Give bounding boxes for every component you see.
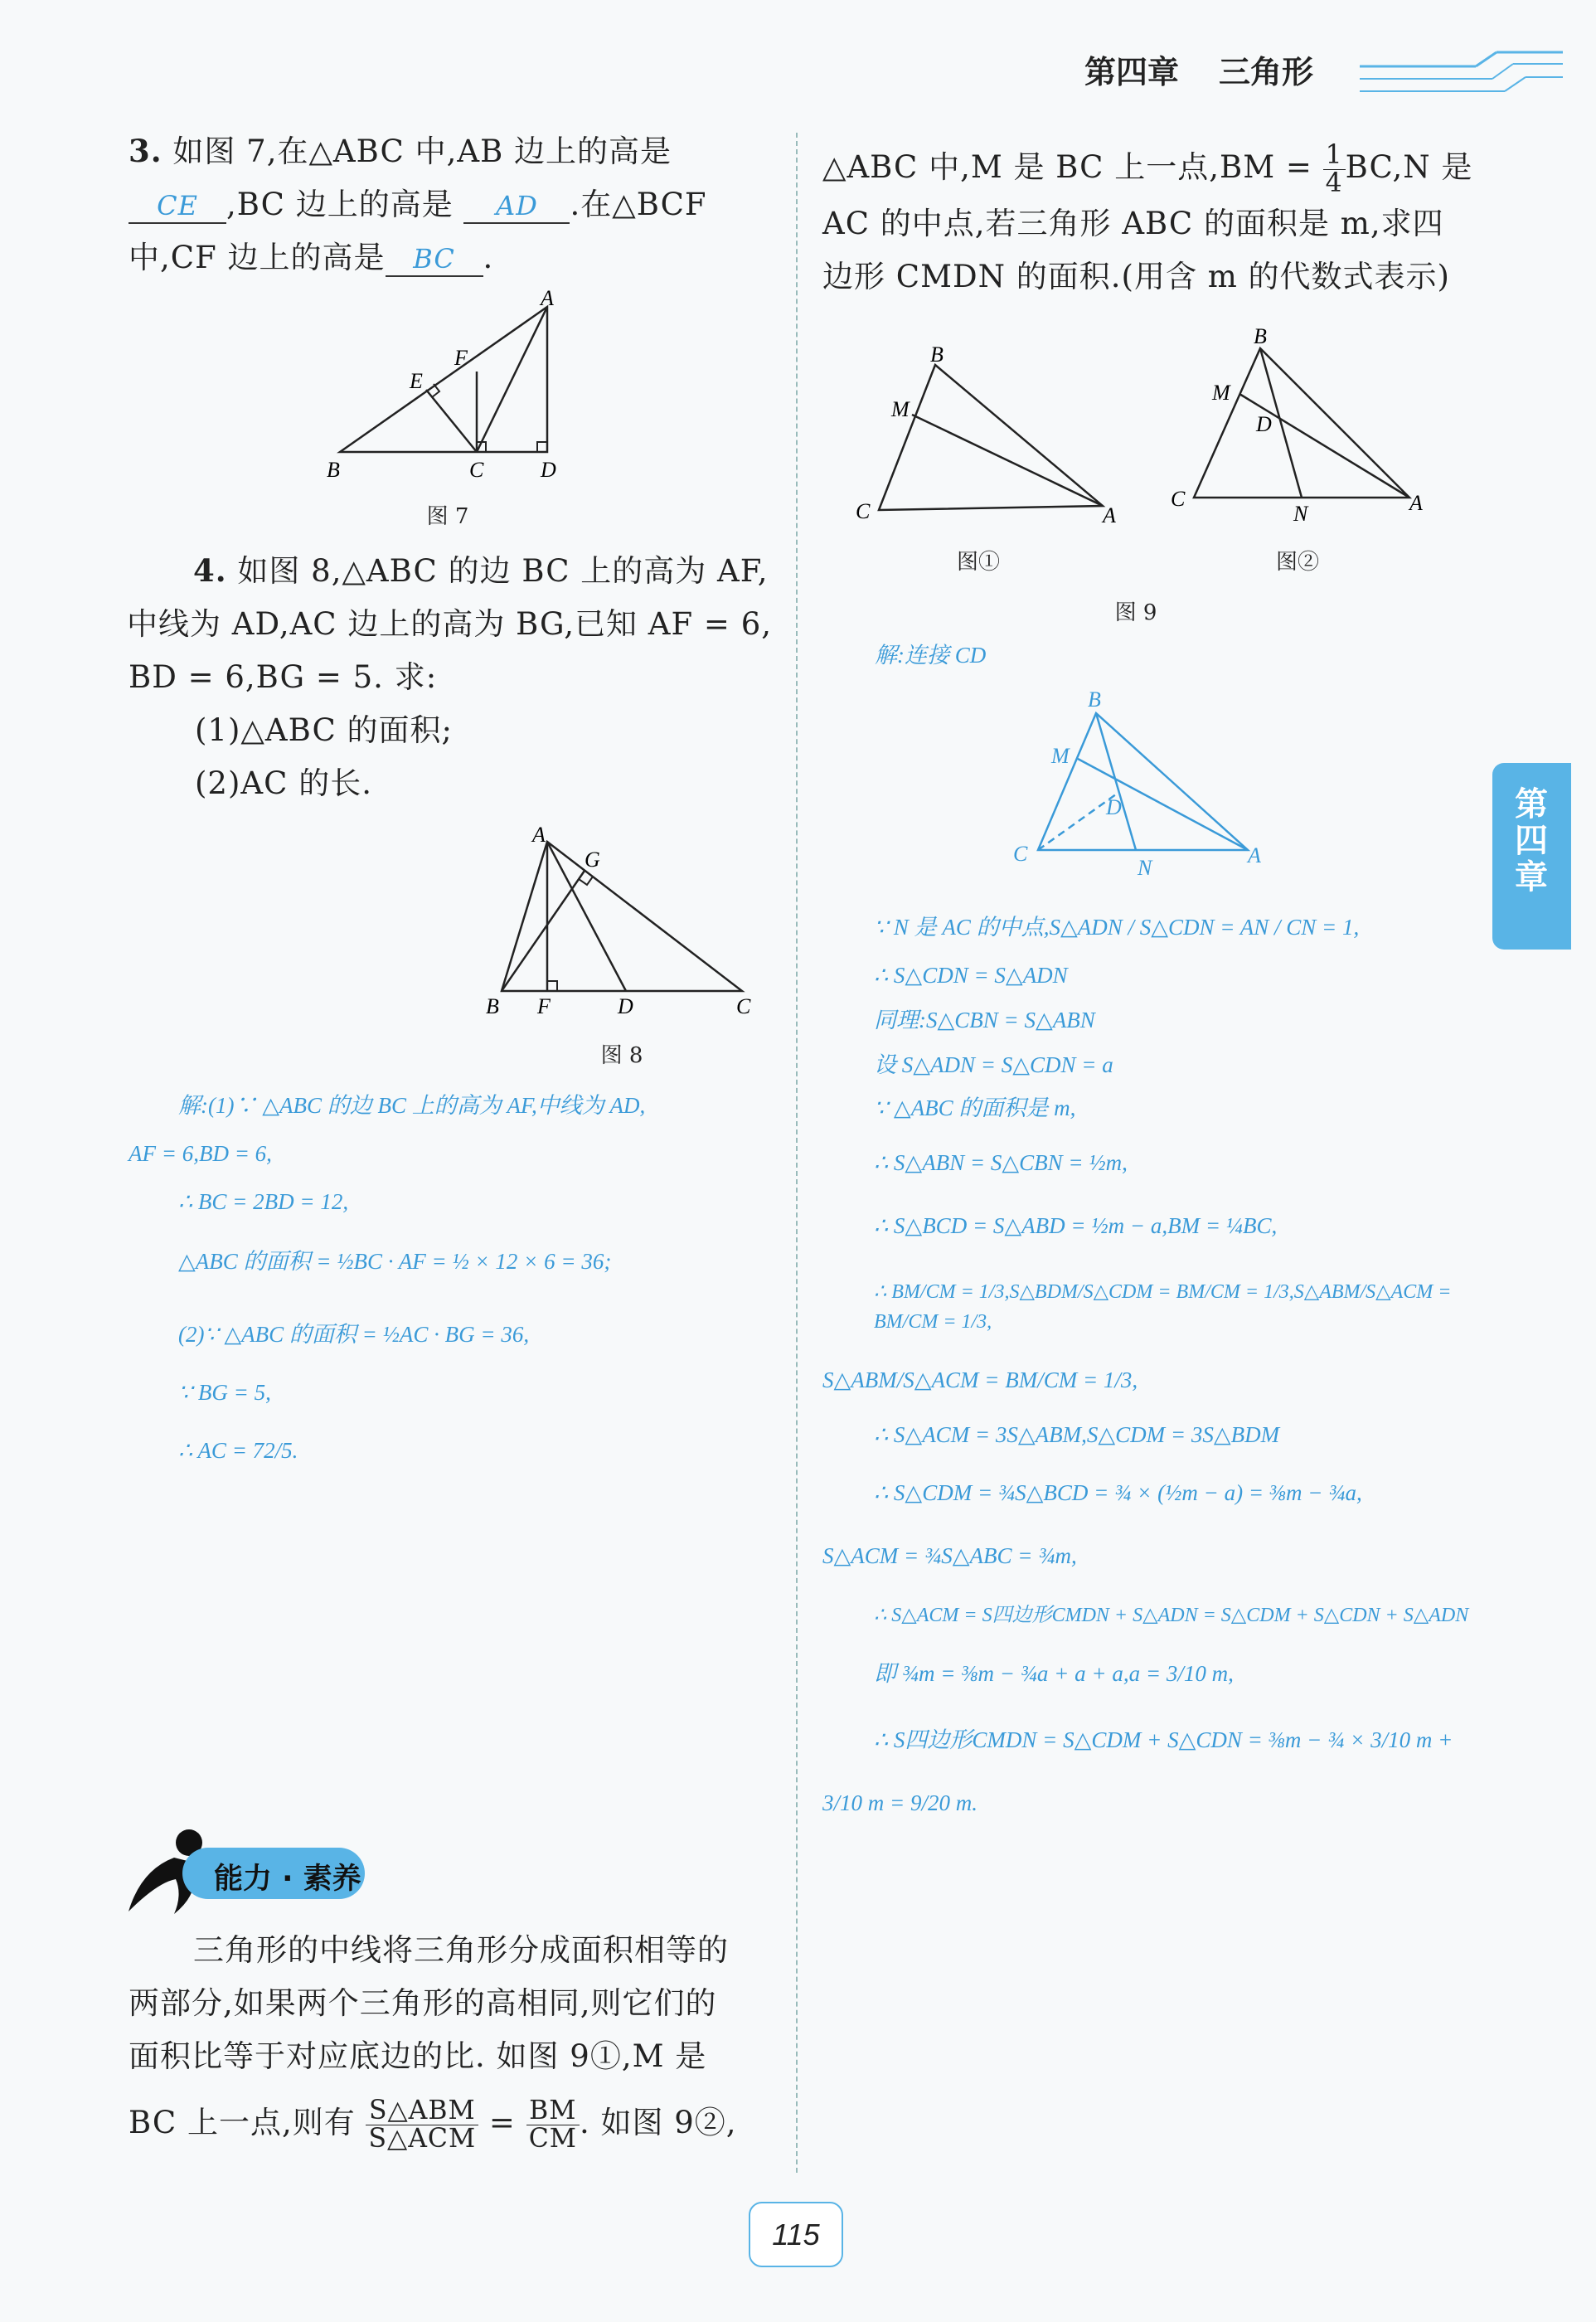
q9-solution-intro: 解:连接 CD — [875, 643, 987, 668]
figure-9-2 — [1161, 323, 1443, 522]
q9-sol-line7: ∴ S△BCD = S△ABD = ½m − a,BM = ¼BC, — [874, 1213, 1278, 1238]
fig9-2-line-am — [1239, 394, 1409, 498]
figure-9-2-caption: 图② — [1275, 550, 1319, 575]
figure-7 — [323, 290, 589, 489]
fig8-label-f: F — [537, 994, 551, 1018]
fig8-label-d: D — [618, 994, 633, 1018]
q4-sol-line5: (2)∵ △ABC 的面积 = ½AC · BG = 36, — [178, 1322, 530, 1347]
q9-sol-line14: 即 ¾m = ⅜m − ¾a + a + a,a = 3/10 m, — [874, 1661, 1234, 1686]
fig9-1-triangle — [879, 365, 1103, 510]
right-line2: AC 的中点,若三角形 ABC 的面积是 m,求四 — [822, 206, 1444, 242]
ability-line3: 面积比等于对应底边的比. 如图 9①,M 是 — [129, 2038, 707, 2074]
q4-part1: (1)△ABC 的面积; — [195, 712, 453, 748]
fig9-2-label-b: B — [1254, 324, 1267, 348]
sol-fig-label-m: M — [1051, 744, 1070, 768]
fig7-triangle-abc — [340, 307, 547, 452]
figure-8 — [481, 821, 771, 1020]
q4-solution — [129, 1091, 783, 1465]
q3-blank-1: CE — [129, 189, 226, 224]
q9-sol-line9: S△ABM/S△ACM = BM/CM = 1/3, — [822, 1367, 1138, 1392]
q3-text2: ,BC 边上的高是 — [226, 187, 454, 222]
ability-line1: 三角形的中线将三角形分成面积相等的 — [193, 1932, 729, 1968]
q3-line2 — [129, 178, 767, 231]
ratio-num2: BM — [526, 2097, 580, 2125]
fig8-label-a: A — [532, 823, 546, 847]
fig9-1-line-am — [912, 415, 1103, 506]
sol-fig-label-c: C — [1013, 842, 1028, 866]
q9-sol-line15: ∴ S四边形CMDN = S△CDM + S△CDN = ⅜m − ¾ × 3/10 m + — [874, 1727, 1453, 1752]
figure-9-1-caption: 图① — [956, 550, 1000, 575]
fig7-label-c: C — [469, 458, 484, 482]
fig9-2-label-d: D — [1256, 412, 1272, 436]
q9-sol-line6: ∴ S△ABN = S△CBN = ½m, — [874, 1150, 1128, 1175]
q4-sol-line6: ∵ BG = 5, — [178, 1380, 271, 1405]
page-number: 115 — [772, 2218, 820, 2252]
fig8-triangle-abc — [502, 842, 742, 991]
fig7-label-f: F — [454, 346, 468, 370]
q3-blank-2: AD — [463, 189, 570, 224]
bm-fraction — [1323, 139, 1346, 198]
fig9-2-label-m: M — [1212, 381, 1230, 405]
right-line1 — [822, 141, 1486, 197]
figure-7-caption: 图 7 — [426, 504, 469, 529]
ability-line2: 两部分,如果两个三角形的高相同,则它们的 — [129, 1985, 717, 2021]
solution-figure — [995, 680, 1277, 887]
right-line3: 边形 CMDN 的面积.(用含 m 的代数式表示) — [822, 259, 1450, 295]
header-decoration — [1351, 46, 1567, 104]
fig7-label-d: D — [541, 458, 556, 482]
q3-number: 3. — [129, 133, 163, 169]
q9-sol-line12: S△ACM = ¾S△ABC = ¾m, — [822, 1543, 1077, 1568]
q4-sol-line2: AF = 6,BD = 6, — [129, 1141, 272, 1166]
fig9-2-label-a: A — [1409, 491, 1423, 515]
sol-fig-line-bn — [1096, 713, 1136, 850]
fig7-line-ac — [477, 307, 547, 452]
fig9-1-label-b: B — [930, 342, 944, 367]
q4-sol-line3: ∴ BC = 2BD = 12, — [178, 1189, 349, 1214]
chapter-side-tab — [1492, 763, 1571, 950]
ratio-num: S△ABM — [366, 2097, 478, 2125]
q9-sol-line4: 设 S△ADN = S△CDN = a — [874, 1052, 1113, 1077]
ratio-den2: CM — [528, 2124, 577, 2154]
question-3 — [129, 124, 767, 284]
q4-sol-line7: ∴ AC = 72/5. — [178, 1438, 298, 1463]
right-text1a: △ABC 中,M 是 BC 上一点,BM = — [822, 149, 1312, 185]
ability-section-banner — [124, 1824, 415, 1916]
fig7-label-e: E — [410, 369, 423, 393]
q4-number: 4. — [193, 552, 227, 589]
column-divider — [796, 133, 798, 2173]
fig9-2-label-n: N — [1293, 502, 1308, 522]
bm-frac-num: 1 — [1323, 142, 1346, 170]
q9-sol-line16: 3/10 m = 9/20 m. — [822, 1790, 977, 1815]
q9-solution — [822, 912, 1486, 1818]
ability-line4: BC 上一点,则有 $\frac{\text{S△ABM}}{\text{S△ACM}}$ = $\frac{BM}{CM}$ . 如图 9②, — [129, 2095, 737, 2154]
q3-line1 — [129, 124, 767, 178]
fig9-1-label-c: C — [856, 499, 871, 523]
q4-sol-line1: 解:(1)∵ △ABC 的边 BC 上的高为 AF,中线为 AD, — [178, 1093, 646, 1118]
bm-frac-den: 4 — [1325, 168, 1343, 198]
fig9-2-triangle — [1194, 348, 1409, 498]
q9-sol-line1: ∵ N 是 AC 的中点,S△ADN / S△CDN = AN / CN = 1, — [874, 915, 1360, 940]
q3-text1: 如图 7,在△ABC 中,AB 边上的高是 — [172, 134, 672, 169]
q3-line3 — [129, 231, 767, 284]
ability-text4a: BC 上一点,则有 — [129, 2105, 356, 2140]
sol-fig-label-d: D — [1106, 795, 1122, 819]
question-4 — [129, 544, 775, 810]
q9-sol-line10: ∴ S△ACM = 3S△ABM,S△CDM = 3S△BDM — [874, 1422, 1280, 1447]
ability-title: 能力 · 素养 — [214, 1863, 361, 1896]
q4-line1 — [64, 544, 775, 598]
header-title: 三角形 — [1219, 54, 1314, 90]
ratio-den: S△ACM — [368, 2124, 477, 2154]
fig8-label-c: C — [736, 994, 751, 1018]
q4-text1: 如图 8,△ABC 的边 BC 上的高为 AF, — [237, 553, 769, 589]
fig8-line-bg — [502, 871, 585, 991]
sol-fig-label-b: B — [1088, 687, 1101, 712]
q4-line2: 中线为 AD,AC 边上的高为 BG,已知 AF = 6, — [127, 606, 772, 642]
fig7-right-angle-d — [537, 442, 547, 452]
sol-fig-label-n: N — [1138, 856, 1152, 880]
ability-paragraph — [129, 1924, 775, 2153]
ratio-fraction-s — [366, 2097, 478, 2153]
header — [0, 33, 1596, 108]
header-chapter: 第四章 — [1084, 54, 1180, 90]
fig8-right-angle-f — [547, 981, 557, 991]
q3-text5: . — [483, 240, 494, 275]
fig7-label-b: B — [327, 458, 340, 482]
q4-line3: BD = 6,BG = 5. 求: — [129, 659, 438, 695]
fig7-label-a: A — [541, 290, 554, 310]
chapter-side-tab-label: 第四章 — [1509, 786, 1548, 896]
fig8-label-b: B — [486, 994, 499, 1018]
q9-sol-line5: ∵ △ABC 的面积是 m, — [874, 1095, 1076, 1120]
q9-sol-line2: ∴ S△CDN = S△ADN — [874, 963, 1068, 988]
q9-sol-line8: ∴ BM/CM = 1/3,S△BDM/S△CDM = BM/CM = 1/3,S△ABM/S△ACM = BM/CM = 1/3, — [874, 1281, 1452, 1333]
q9-sol-line13: ∴ S△ACM = S四边形CMDN + S△ADN = S△CDM + S△CDN + S△ADN — [874, 1605, 1469, 1626]
fig9-1-label-m: M — [891, 397, 910, 421]
figure-9-1 — [846, 332, 1119, 531]
sol-fig-triangle — [1038, 713, 1248, 850]
right-question-text — [822, 141, 1486, 304]
fig9-1-label-a: A — [1103, 503, 1116, 527]
figure-8-caption: 图 8 — [600, 1043, 643, 1068]
ability-text4b: . 如图 9②, — [579, 2105, 737, 2140]
q9-sol-line11: ∴ S△CDM = ¾S△BCD = ¾ × (½m − a) = ⅜m − ¾a, — [874, 1480, 1362, 1505]
figure-9-caption: 图 9 — [1114, 600, 1157, 625]
q3-text3: .在△BCF — [570, 187, 707, 222]
q3-text4: 中,CF 边上的高是 — [129, 240, 386, 275]
fig7-line-ce — [426, 390, 477, 452]
q9-sol-line3: 同理:S△CBN = S△ABN — [874, 1008, 1095, 1032]
sol-fig-label-a: A — [1248, 843, 1261, 867]
q4-part2: (2)AC 的长. — [195, 765, 372, 801]
fig8-label-g: G — [585, 848, 600, 872]
ratio-fraction-bm — [526, 2097, 580, 2153]
fig9-2-label-c: C — [1171, 487, 1186, 511]
right-text1b: BC,N 是 — [1345, 149, 1473, 185]
q4-sol-line4: △ABC 的面积 = ½BC · AF = ½ × 12 × 6 = 36; — [178, 1249, 612, 1274]
q3-blank-3: BC — [386, 242, 483, 277]
page-number-box — [749, 2202, 843, 2267]
